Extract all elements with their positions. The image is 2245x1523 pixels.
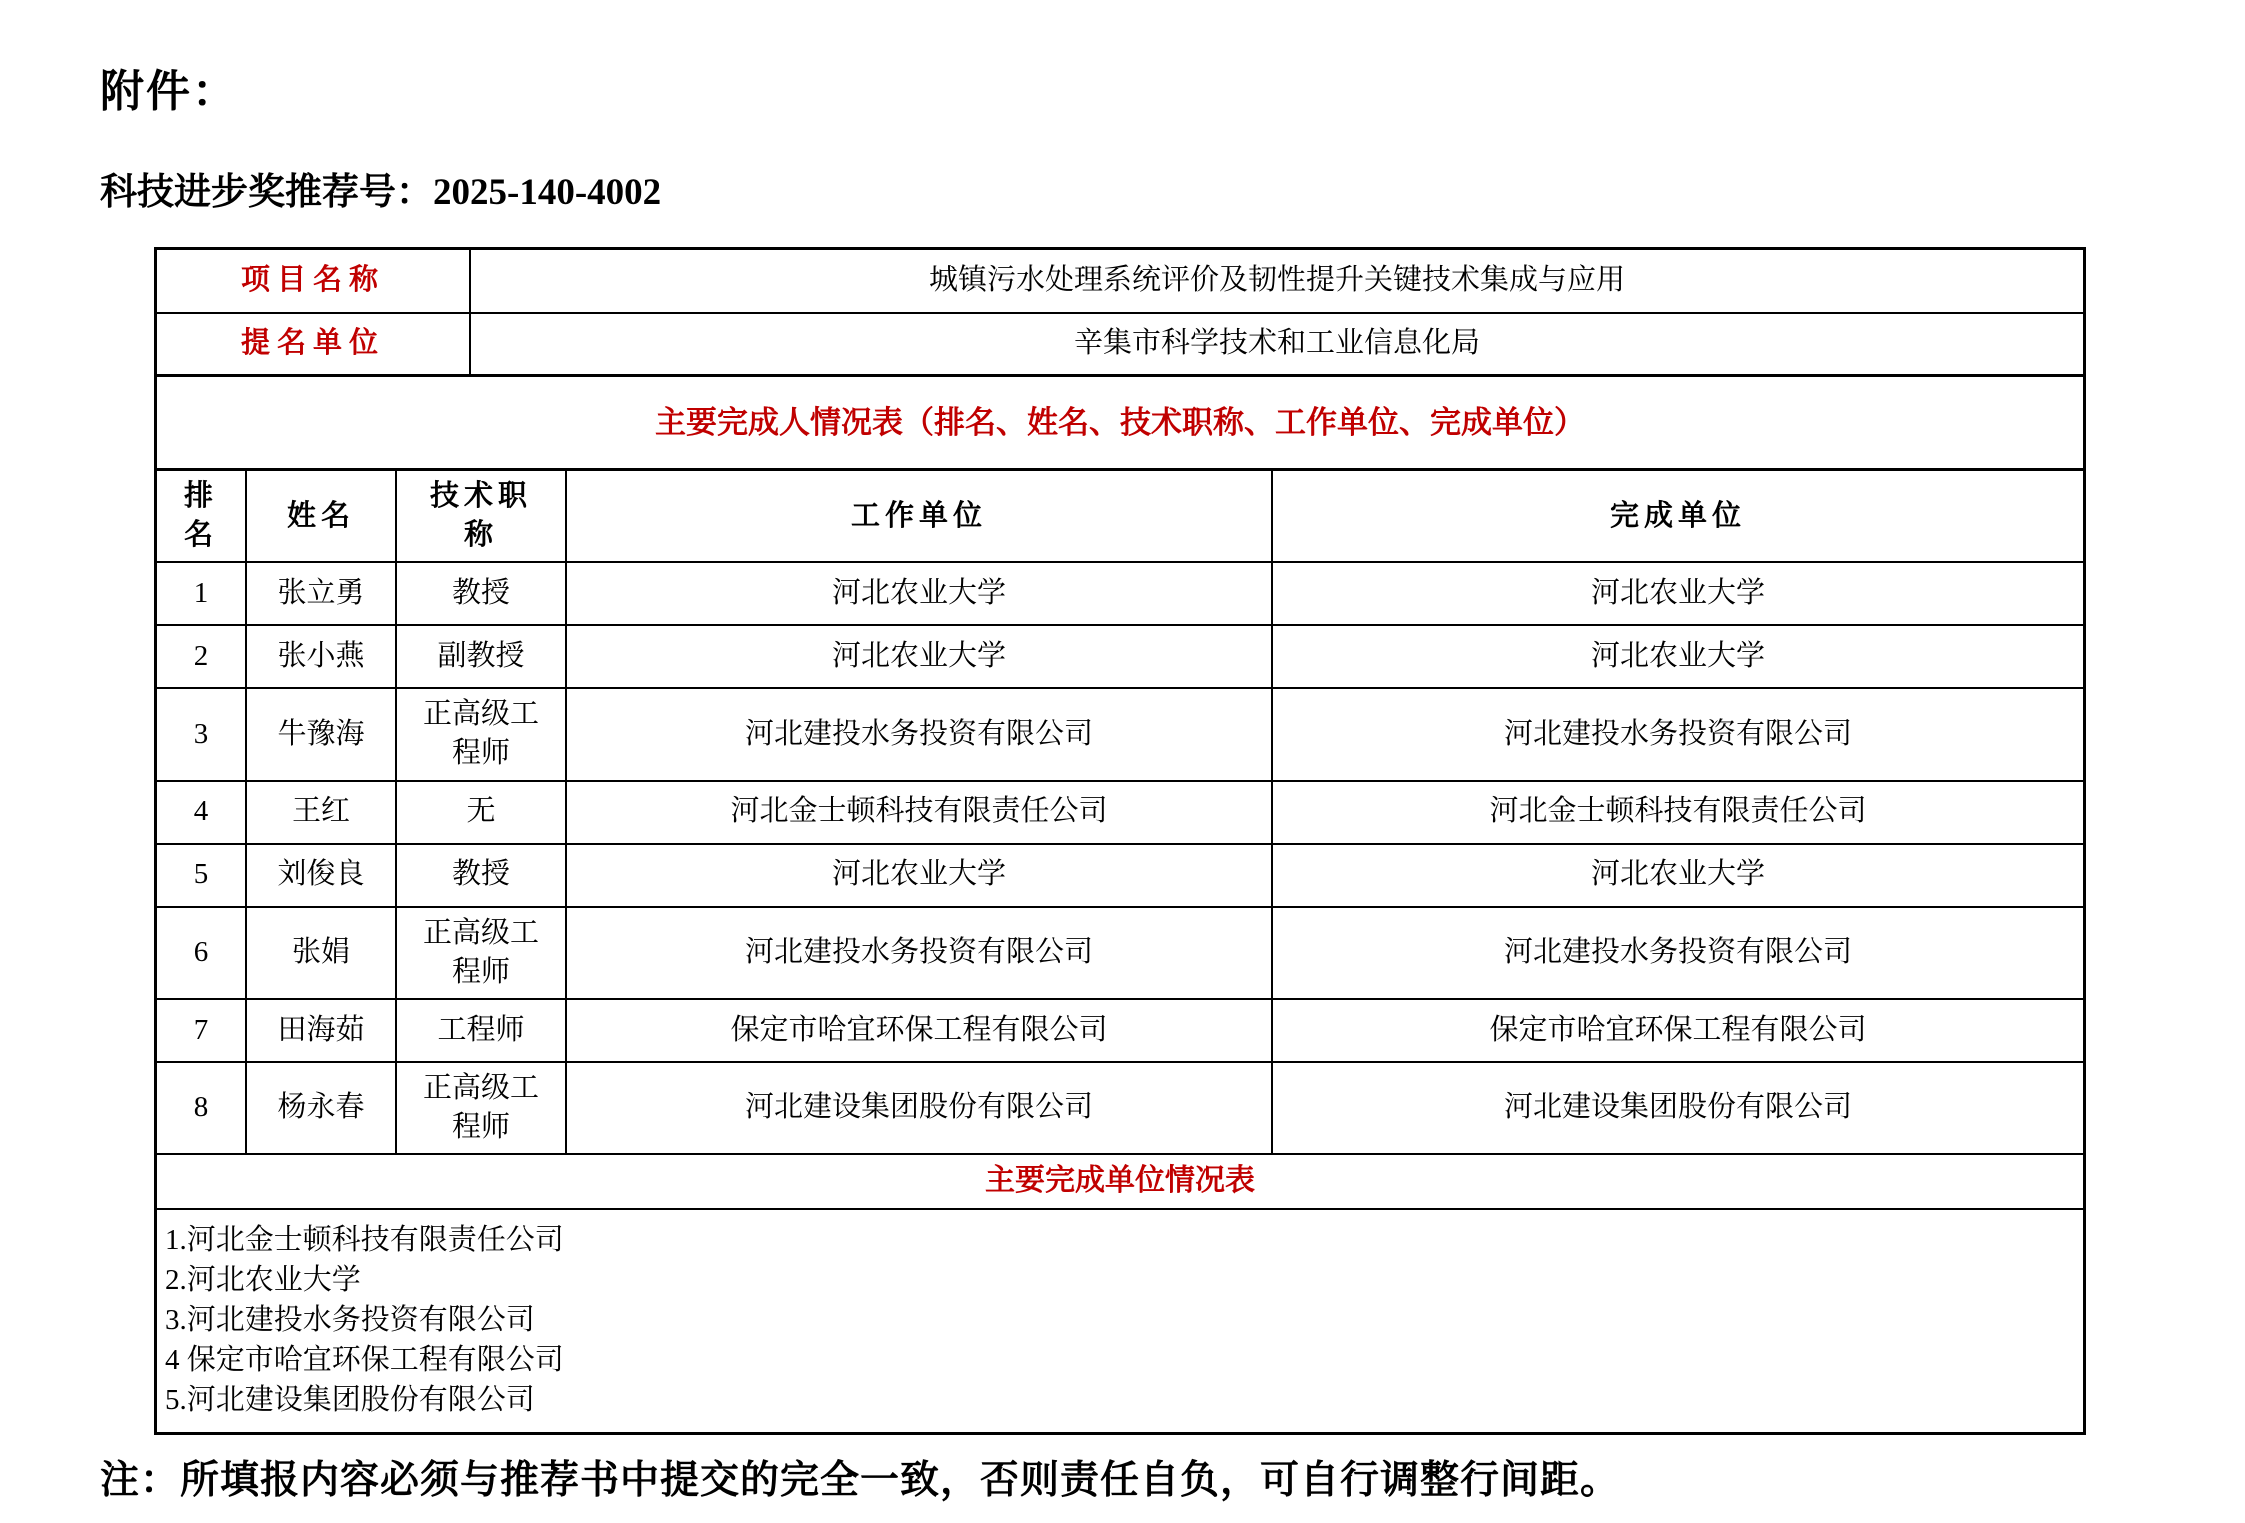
rank-cell: 6 [193, 936, 209, 969]
rank-cell: 3 [193, 717, 209, 750]
table-row [157, 561, 2083, 624]
title-cell: 副教授 [395, 626, 565, 687]
work-unit-cell: 河北建设集团股份有限公司 [565, 1063, 1271, 1153]
nominating-unit-value: 辛集市科学技术和工业信息化局 [469, 314, 2083, 374]
completion-unit-cell: 河北建投水务投资有限公司 [1271, 689, 2083, 779]
title-cell: 教授 [395, 845, 565, 906]
name-cell: 张立勇 [245, 563, 395, 624]
table-row [157, 998, 2083, 1061]
table-row [157, 906, 2083, 998]
attachment-label: 附件： [100, 67, 238, 116]
table-row [157, 624, 2083, 687]
rank-cell: 8 [193, 1091, 209, 1124]
rank-cell: 5 [193, 858, 209, 891]
rank-cell: 2 [193, 640, 209, 673]
completion-unit-cell: 河北农业大学 [1271, 563, 2083, 624]
list-item: 1.河北金士顿科技有限责任公司 [165, 1223, 564, 1256]
title-cell: 工程师 [395, 1000, 565, 1061]
table-row [157, 687, 2083, 779]
work-unit-cell: 河北农业大学 [565, 563, 1271, 624]
table-row [157, 780, 2083, 843]
list-item: 2.河北农业大学 [165, 1263, 361, 1296]
column-header-name: 姓名 [245, 471, 395, 561]
project-name-value: 城镇污水处理系统评价及韧性提升关键技术集成与应用 [469, 250, 2083, 312]
completion-unit-cell: 河北金士顿科技有限责任公司 [1271, 782, 2083, 843]
recommendation-line [100, 161, 2090, 215]
title-cell: 教授 [395, 563, 565, 624]
name-cell: 牛豫海 [245, 689, 395, 779]
rank-cell: 7 [193, 1013, 209, 1046]
award-recommendation-table [154, 247, 2086, 1435]
work-unit-cell: 保定市哈宜环保工程有限公司 [565, 1000, 1271, 1061]
table-row [157, 1061, 2083, 1153]
rank-cell: 4 [193, 795, 209, 828]
nominating-unit-label: 提名单位 [240, 327, 385, 360]
column-header-completion-unit: 完成单位 [1271, 471, 2083, 561]
list-item: 5.河北建设集团股份有限公司 [165, 1383, 535, 1416]
title-cell: 正高级工程师 [395, 1063, 565, 1153]
completion-unit-cell: 河北农业大学 [1271, 626, 2083, 687]
title-cell: 正高级工程师 [395, 689, 565, 779]
contributors-title-row [157, 374, 2083, 468]
nominating-unit-row [157, 312, 2083, 374]
contributors-title: 主要完成人情况表（排名、姓名、技术职称、工作单位、完成单位） [655, 404, 1585, 440]
title-cell: 无 [395, 782, 565, 843]
column-header-rank: 排名 [183, 480, 218, 552]
work-unit-cell: 河北建投水务投资有限公司 [565, 908, 1271, 998]
completion-unit-cell: 河北农业大学 [1271, 845, 2083, 906]
table-row [157, 843, 2083, 906]
title-cell: 正高级工程师 [395, 908, 565, 998]
name-cell: 杨永春 [245, 1063, 395, 1153]
name-cell: 王红 [245, 782, 395, 843]
project-name-label: 项目名称 [240, 264, 385, 297]
work-unit-cell: 河北农业大学 [565, 626, 1271, 687]
completion-units-list [157, 1210, 2083, 1432]
name-cell: 田海茹 [245, 1000, 395, 1061]
recommendation-label: 科技进步奖推荐号： [100, 172, 433, 213]
rank-cell: 1 [193, 577, 209, 610]
completion-units-title: 主要完成单位情况表 [985, 1164, 1255, 1198]
column-header-title: 技术职称 [395, 471, 565, 561]
completion-units-row [157, 1208, 2083, 1432]
contributors-header-row [157, 468, 2083, 561]
recommendation-number: 2025-140-4002 [433, 172, 662, 213]
name-cell: 刘俊良 [245, 845, 395, 906]
completion-unit-cell: 河北建设集团股份有限公司 [1271, 1063, 2083, 1153]
work-unit-cell: 河北农业大学 [565, 845, 1271, 906]
list-item: 3.河北建投水务投资有限公司 [165, 1303, 535, 1336]
work-unit-cell: 河北金士顿科技有限责任公司 [565, 782, 1271, 843]
completion-units-title-row [157, 1153, 2083, 1208]
list-item: 4 保定市哈宜环保工程有限公司 [165, 1343, 564, 1376]
column-header-work-unit: 工作单位 [565, 471, 1271, 561]
footnote: 注：所填报内容必须与推荐书中提交的完全一致，否则责任自负，可自行调整行间距。 [100, 1458, 1621, 1502]
work-unit-cell: 河北建投水务投资有限公司 [565, 689, 1271, 779]
name-cell: 张小燕 [245, 626, 395, 687]
completion-unit-cell: 河北建投水务投资有限公司 [1271, 908, 2083, 998]
name-cell: 张娟 [245, 908, 395, 998]
project-name-row [157, 250, 2083, 312]
completion-unit-cell: 保定市哈宜环保工程有限公司 [1271, 1000, 2083, 1061]
